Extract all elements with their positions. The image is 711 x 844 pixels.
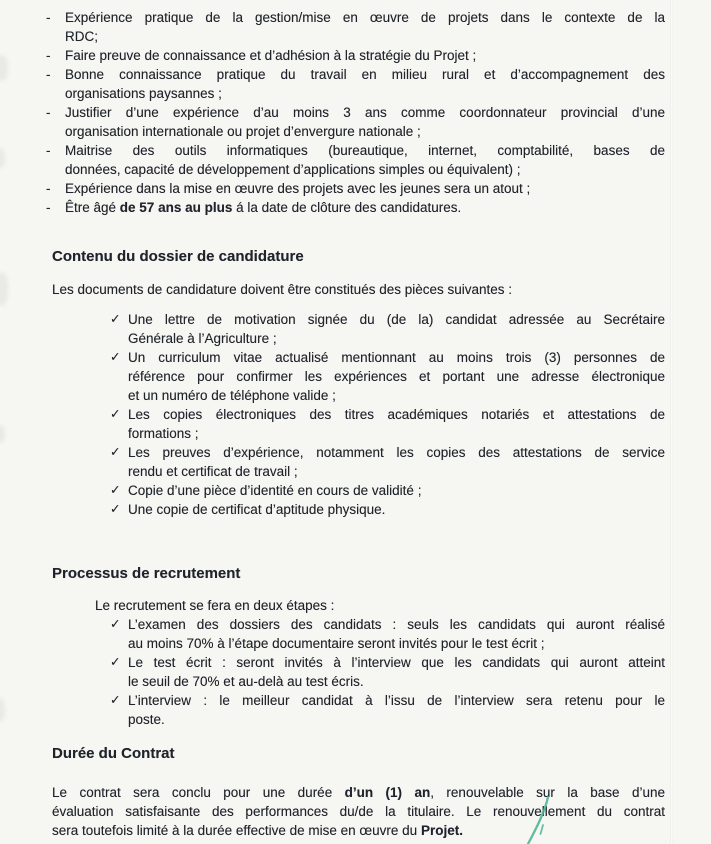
text-segment: á la date de clôture des candidatures. [232,200,462,215]
dash-bullet-icon: - [46,48,51,63]
text-line: et un numéro de téléphone valide ; [128,388,336,403]
text-line: Bonne connaissance pratique du travail en milieu rural et d’accompagnement des [65,67,665,82]
list-item [46,65,665,103]
list-item [110,405,665,443]
checkmark-icon: ✓ [110,693,121,707]
section-heading-process: Processus de recrutement [52,565,241,582]
section-heading-contract: Durée du Contrat [52,745,175,762]
bold-text-segment: d’un (1) an [344,785,431,800]
contract-paragraph [52,783,665,840]
list-item [46,103,665,141]
list-item [46,46,665,65]
text-line: organisation internationale ou projet d’envergure nationale ; [65,124,421,139]
text-line: Les preuves d’expérience, notamment les copies des attestations de service [128,445,665,460]
dash-bullet-icon: - [46,105,51,120]
list-item [110,615,665,653]
text-line: Expérience dans la mise en œuvre des projets avec les jeunes sera un atout ; [65,181,531,196]
text-line: Copie d’une pièce d’identité en cours de validité ; [128,483,422,498]
text-segment: Être âgé [65,200,120,215]
dash-bullet-icon: - [46,181,51,196]
checkmark-icon: ✓ [110,407,121,421]
text-line: Les copies électroniques des titres académiques notariés et attestations de [128,407,665,422]
bold-text-segment: Projet. [420,823,463,838]
list-item [110,443,665,481]
dossier-checklist [110,310,665,519]
text-line: évaluation satisfaisante des performances du/de la titulaire. Le renouvellement du contrat [52,804,665,819]
list-item [46,8,665,46]
checkmark-icon: ✓ [110,445,121,459]
dash-bullet-icon: - [46,10,51,25]
list-item [110,310,665,348]
text-line: L’examen des dossiers des candidats : seuls les candidats qui auront réalisé [128,617,665,632]
text-line: Expérience pratique de la gestion/mise en œuvre de projets dans le contexte de la [65,10,665,25]
text-line: Un curriculum vitae actualisé mentionnant au moins trois (3) personnes de [128,350,665,365]
text-line: organisations paysannes ; [65,86,222,101]
text-segment: sera toutefois limité à la durée effective de mise en œuvre du [52,823,421,838]
section-heading-dossier: Contenu du dossier de candidature [52,248,304,265]
text-line: au moins 70% à l’étape documentaire seront invités pour le test écrit ; [128,636,545,651]
process-checklist [110,615,665,729]
text-segment: , renouvelable sur la base d’une [430,785,666,800]
checkmark-icon: ✓ [110,617,121,631]
list-item [110,481,665,500]
checkmark-icon: ✓ [110,312,121,326]
list-item [46,198,665,217]
list-item [110,500,665,519]
text-line: Justifier d’une expérience d’au moins 3 ans comme coordonnateur provincial d’une [65,105,665,120]
text-line [52,821,665,840]
bold-text-segment: de 57 ans au plus [119,200,233,215]
text-segment: Le contrat sera conclu pour une durée [52,785,345,800]
requirements-list [46,8,665,217]
text-line: Une copie de certificat d’aptitude physique. [128,502,386,517]
text-line: Maitrise des outils informatiques (bureautique, internet, comptabilité, bases de [65,143,665,158]
text-line: RDC; [65,29,98,44]
list-item [46,179,665,198]
text-line: poste. [128,712,165,727]
process-intro-text: Le recrutement se fera en deux étapes : [95,598,335,613]
checkmark-icon: ✓ [110,502,121,516]
text-line [52,783,665,802]
text-line: données, capacité de développement d’applications simples ou équivalent) ; [65,162,521,177]
text-line [65,198,665,217]
dash-bullet-icon: - [46,200,51,215]
list-item [110,691,665,729]
text-line: L’interview : le meilleur candidat à l’issu de l’interview sera retenu pour le [128,693,665,708]
text-line: Une lettre de motivation signée du (de la) candidat adressée au Secrétaire [128,312,665,327]
list-item [46,141,665,179]
list-item [110,653,665,691]
dossier-intro-text: Les documents de candidature doivent être constitués des pièces suivantes : [52,282,513,297]
dash-bullet-icon: - [46,67,51,82]
checkmark-icon: ✓ [110,655,121,669]
text-line: Le test écrit : seront invités à l’interview que les candidats qui auront atteint [128,655,665,670]
text-line: Faire preuve de connaissance et d’adhésion à la stratégie du Projet ; [65,48,477,63]
text-line: rendu et certificat de travail ; [128,464,298,479]
text-line: formations ; [128,426,199,441]
checkmark-icon: ✓ [110,483,121,497]
text-line: référence pour confirmer les expériences et portant une adresse électronique [128,369,665,384]
text-line: le seuil de 70% et au-delà au test écris. [128,674,364,689]
text-line: Générale à l’Agriculture ; [128,331,277,346]
list-item [110,348,665,405]
checkmark-icon: ✓ [110,350,121,364]
dash-bullet-icon: - [46,143,51,158]
